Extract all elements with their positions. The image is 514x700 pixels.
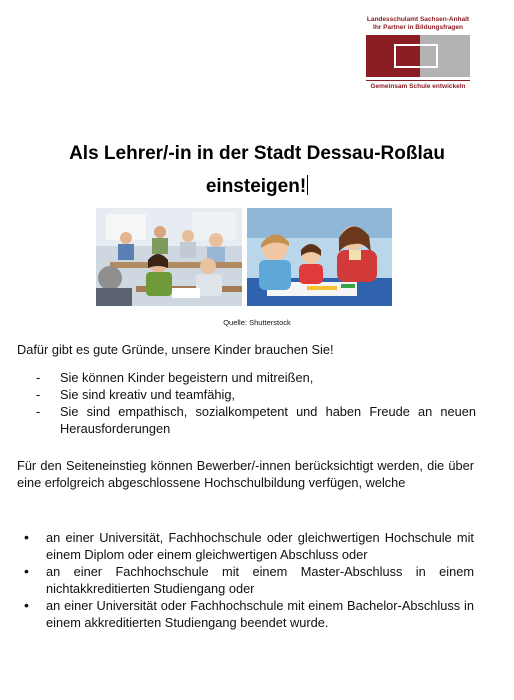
logo-line2: Ihr Partner in Bildungsfragen <box>373 24 463 31</box>
teacher-children-photo <box>247 208 392 306</box>
teacher-children-photo-illustration <box>247 208 392 306</box>
eligibility-intro: Für den Seiteneinstieg können Bewerber/-innen berücksichtigt werden, die über eine erfolgreich abgeschlossene Hochschulbildung verfügen, welche <box>17 458 474 490</box>
list-item: - Sie können Kinder begeistern und mitreißen, <box>36 369 476 386</box>
logo-frame-icon <box>394 44 438 68</box>
page-title-line1: Als Lehrer/-in in der Stadt Dessau-Roßlau <box>69 143 445 164</box>
list-item: • an einer Universität, Fachhochschule oder gleichwertigen Hochschule mit einem Diplom oder einem gleichwertigen Abschluss oder <box>22 529 474 563</box>
list-item: • an einer Universität oder Fachhochschule mit einem Bachelor-Abschluss in einem akkreditierten Studiengang beendet wurde. <box>22 597 474 631</box>
reasons-list <box>36 369 476 437</box>
eligibility-list <box>22 529 474 631</box>
list-item: - Sie sind kreativ und teamfähig, <box>36 386 476 403</box>
list-item: • an einer Fachhochschule mit einem Master-Abschluss in einem nichtakkreditierten Studiengang oder <box>22 563 474 597</box>
page-title-line2 <box>0 175 514 198</box>
logo-line1: Landesschulamt Sachsen-Anhalt <box>366 16 470 23</box>
image-caption: Quelle: Shutterstock <box>223 318 291 327</box>
reasons-intro: Dafür gibt es gute Gründe, unsere Kinder brauchen Sie! <box>17 342 334 357</box>
logo <box>366 16 470 91</box>
logo-tagline: Gemeinsam Schule entwickeln <box>366 80 470 91</box>
classroom-photo-illustration <box>96 208 242 306</box>
text-cursor <box>307 175 308 195</box>
logo-mark <box>366 35 470 77</box>
page-title-line2-text: einsteigen! <box>205 176 307 197</box>
list-item: - Sie sind empathisch, sozialkompetent und haben Freude an neuen Herausforderungen <box>36 403 476 437</box>
classroom-photo <box>96 208 242 306</box>
